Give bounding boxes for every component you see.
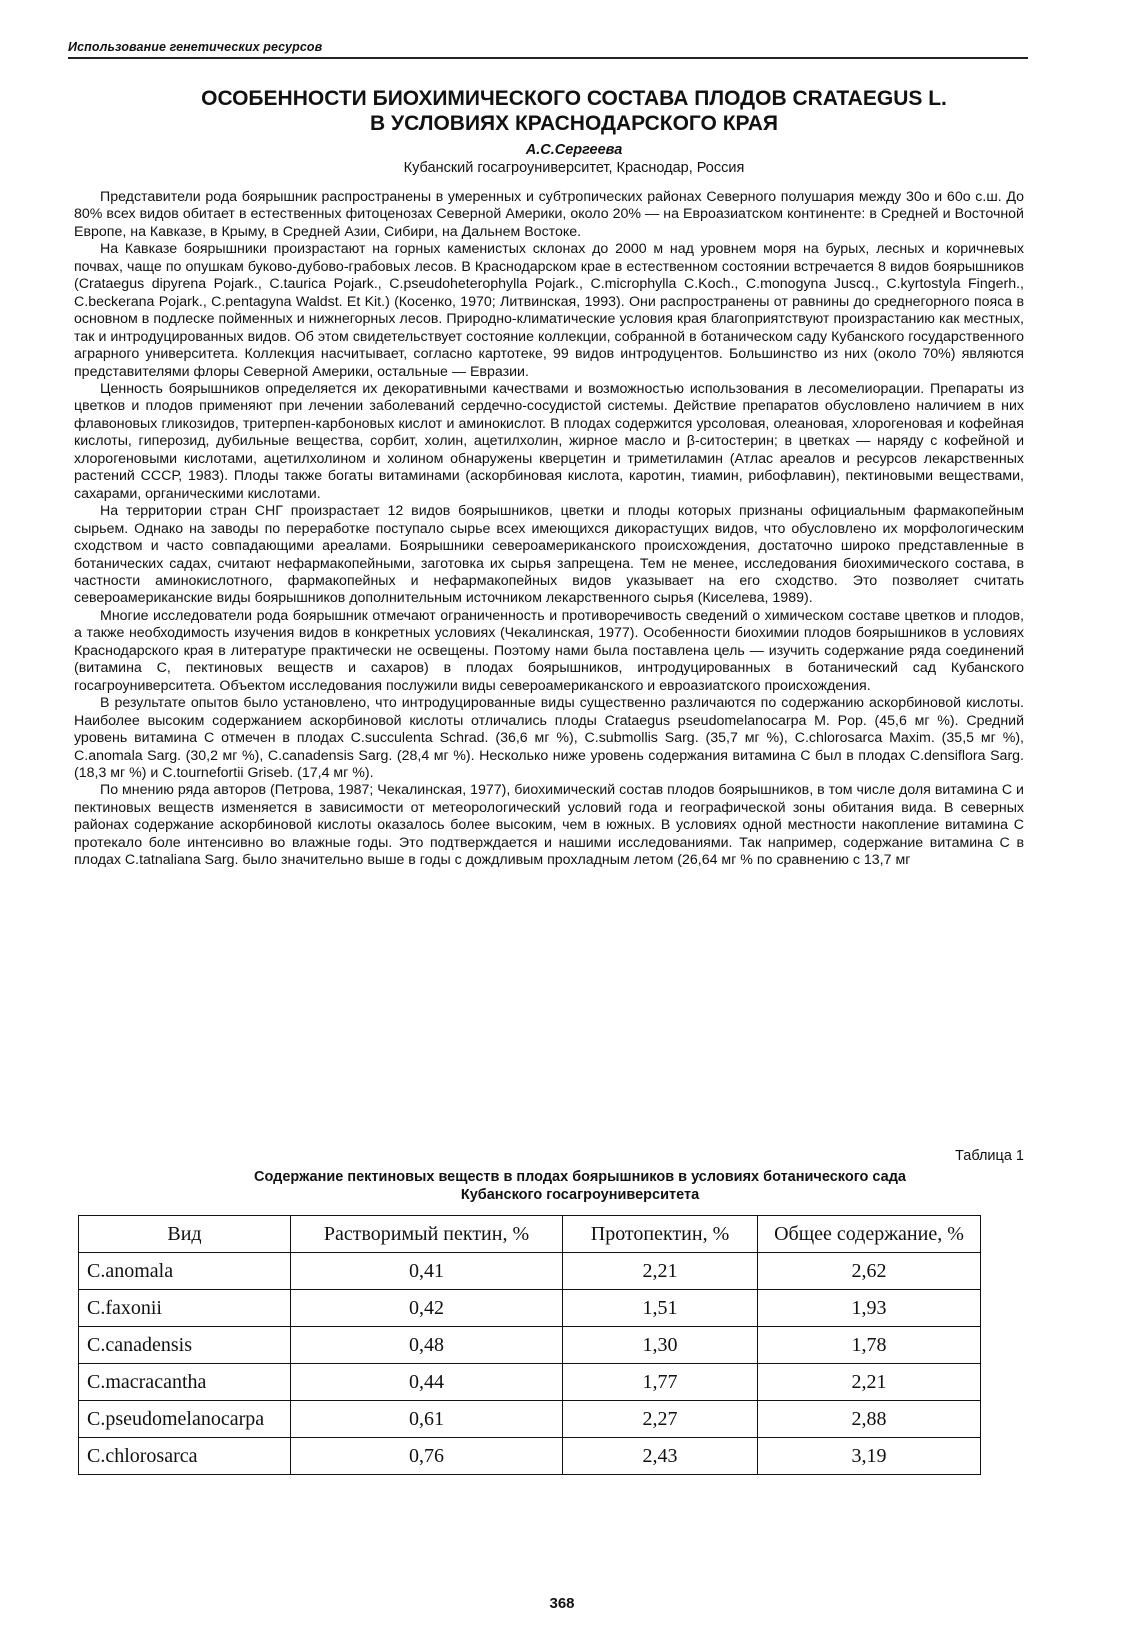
column-header-protopectin: Протопектин, %	[563, 1216, 758, 1253]
cell-protopectin: 2,21	[563, 1253, 758, 1290]
cell-species: C.anomala	[79, 1253, 291, 1290]
cell-protopectin: 1,77	[563, 1364, 758, 1401]
article-title-line-1: ОСОБЕННОСТИ БИОХИМИЧЕСКОГО СОСТАВА ПЛОДОВ CRATAEGUS L.	[201, 87, 947, 110]
cell-species: C.macracantha	[79, 1364, 291, 1401]
paragraph: На территории стран СНГ произрастает 12 видов боярышников, цветки и плоды которых признаны официальным фармакопейным сырьем. Однако на заводы по переработке поступало сырье всех имеющихся дикорастущих видов, что обусловлено их морфологическим сходством и часто совпадающими ареалами. Боярышники североамериканского происхождения, достаточно широко представленные в ботанических садах, считают нефармакопейными, заготовка их сырья запрещена. Тем не менее, исследования биохимического состава, в частности аминокислотного, фармакопейных и нефармакопейных видов указывает на его сходство. Это позволяет считать североамериканские виды боярышников дополнительным источником лекарственного сырья (Киселева, 1989).	[74, 503, 1024, 607]
header-rule	[68, 57, 1028, 59]
cell-total: 3,19	[758, 1438, 981, 1475]
cell-species: C.faxonii	[79, 1290, 291, 1327]
cell-species: C.pseudomelanocarpa	[79, 1401, 291, 1438]
cell-species: C.chlorosarca	[79, 1438, 291, 1475]
cell-total: 2,88	[758, 1401, 981, 1438]
cell-total: 1,78	[758, 1327, 981, 1364]
cell-total: 2,21	[758, 1364, 981, 1401]
table-header-row	[79, 1216, 981, 1253]
table-number: Таблица 1	[955, 1148, 1024, 1164]
table-row	[79, 1438, 981, 1475]
paragraph: В результате опытов было установлено, что интродуцированные виды существенно различаются по содержанию аскорбиновой кислоты. Наиболее высоким содержанием аскорбиновой кислоты отличались плоды Crataegus pseudomelanocarpa M. Pop. (45,6 мг %). Средний уровень витамина С отмечен в плодах C.succulenta Schrad. (36,6 мг %), C.submollis Sarg. (35,7 мг %), C.chlorosarca Maxim. (35,5 мг %), C.anomala Sarg. (30,2 мг %), C.canadensis Sarg. (28,4 мг %). Несколько ниже уровень содержания витамина С был в плодах C.densiflora Sarg. (18,3 мг %) и C.tournefortii Griseb. (17,4 мг %).	[74, 695, 1024, 781]
table-caption-line-1: Содержание пектиновых веществ в плодах боярышников в условиях ботанического сада	[254, 1169, 906, 1185]
article-title-line-2: В УСЛОВИЯХ КРАСНОДАРСКОГО КРАЯ	[370, 112, 778, 135]
cell-soluble-pectin: 0,44	[291, 1364, 563, 1401]
table-row	[79, 1253, 981, 1290]
paragraph: Многие исследователи рода боярышник отмечают ограниченность и противоречивость сведений о химическом составе цветков и плодов, а также необходимость изучения видов в конкретных условиях (Чекалинская, 1977). Особенности биохимии плодов боярышников в условиях Краснодарского края в литературе практически не освещены. Поэтому нами была поставлена цель — изучить содержание ряда соединений (витамина С, пектиновых веществ и сахаров) в плодах боярышников, интродуцированных в ботанический сад Кубанского госагроуниверситета. Объектом исследования послужили виды североамериканского и евроазиатского происхождения.	[74, 607, 1024, 694]
paragraph: На Кавказе боярышники произрастают на горных каменистых склонах до 2000 м над уровнем моря на бурых, лесных и коричневых почвах, чаще по опушкам буково-дубово-грабовых лесов. В Краснодарском крае в естественном состоянии встречается 8 видов боярышников (Crataegus dipyrena Pojark., C.taurica Pojark., C.pseudoheterophylla Pojark., C.microphylla C.Koch., C.monogyna Juscq., C.kyrtostyla Fingerh., C.beckerana Pojark., C.pentagyna Waldst. Et Kit.) (Косенко, 1970; Литвинская, 1993). Они распространены от равнины до среднегорного пояса в основном в подлеске пойменных и нижнегорных лесов. Природно-климатические условия края благоприятствуют произрастанию как местных, так и интродуцированных видов. Об этом свидетельствует состояние коллекции, собранной в ботаническом саду Кубанского государственного аграрного университета. Коллекция насчитывает, согласно картотеке, 99 видов интродуцентов. Большинство из них (около 70%) являются представителями флоры Северной Америки, остальные — Евразии.	[74, 241, 1024, 380]
table-row	[79, 1364, 981, 1401]
cell-soluble-pectin: 0,61	[291, 1401, 563, 1438]
running-head: Использование генетических ресурсов	[68, 40, 323, 54]
cell-soluble-pectin: 0,42	[291, 1290, 563, 1327]
article-author: А.С.Сергеева	[525, 142, 623, 158]
table-row	[79, 1327, 981, 1364]
cell-soluble-pectin: 0,76	[291, 1438, 563, 1475]
cell-protopectin: 1,51	[563, 1290, 758, 1327]
cell-protopectin: 2,43	[563, 1438, 758, 1475]
pectin-table	[78, 1215, 981, 1475]
table-caption	[74, 1168, 1086, 1204]
paragraph: Представители рода боярышник распространены в умеренных и субтропических районах Северного полушария между 30о и 60о с.ш. До 80% всех видов обитает в естественных фитоценозах Северной Америки, около 20% — на Евроазиатском континенте: в Средней и Восточной Европе, на Кавказе, в Крыму, в Средней Азии, Сибири, на Дальнем Востоке.	[74, 189, 1024, 240]
table-row	[79, 1401, 981, 1438]
table-caption-line-2: Кубанского госагроуниверситета	[460, 1187, 700, 1203]
cell-species: C.canadensis	[79, 1327, 291, 1364]
cell-soluble-pectin: 0,41	[291, 1253, 563, 1290]
paragraph: Ценность боярышников определяется их декоративными качествами и возможностью использования в лесомелиорации. Препараты из цветков и плодов применяют при лечении заболеваний сердечно-сосудистой системы. Действие препаратов обусловлено наличием в них флавоновых гликозидов, тритерпен-карбоновых кислот и аминокислот. В плодах содержится урсоловая, олеановая, хлорогеновая и кофейная кислоты, гиперозид, дубильные вещества, сорбит, холин, ацетилхолин, жирное масло и β-ситостерин; в цветках — наряду с кофейной и хлорогеновыми кислотами, ацетилхолином и холином обнаружены кверцетин и триметиламин (Атлас ареалов и ресурсов лекарственных растений СССР, 1983). Плоды также богаты витаминами (аскорбиновая кислота, каротин, тиамин, рибофлавин), пектиновыми веществами, сахарами, органическими кислотами.	[74, 380, 1024, 502]
cell-total: 2,62	[758, 1253, 981, 1290]
cell-soluble-pectin: 0,48	[291, 1327, 563, 1364]
page-number: 368	[549, 1595, 575, 1612]
article-affiliation: Кубанский госагроуниверситет, Краснодар, Россия	[403, 160, 745, 176]
paragraph: По мнению ряда авторов (Петрова, 1987; Чекалинская, 1977), биохимический состав плодов боярышников, в том числе доля витамина С и пектиновых веществ изменяется в зависимости от метеорологический условий года и географической зоны обитания вида. В северных районах содержание аскорбиновой кислоты оказалось более высоким, чем в южных. В условиях одной местности накопление витамина С протекало боле интенсивно во влажные годы. Это подтверждается и нашими исследованиями. Так например, содержание витамина С в плодах C.tatnaliana Sarg. было значительно выше в годы с дождливым прохладным летом (26,64 мг % по сравнению с 13,7 мг	[74, 782, 1024, 869]
table-row	[79, 1290, 981, 1327]
cell-protopectin: 1,30	[563, 1327, 758, 1364]
column-header-soluble-pectin: Растворимый пектин, %	[291, 1216, 563, 1253]
cell-protopectin: 2,27	[563, 1401, 758, 1438]
article-body	[74, 189, 1024, 870]
cell-total: 1,93	[758, 1290, 981, 1327]
column-header-species: Вид	[79, 1216, 291, 1253]
column-header-total: Общее содержание, %	[758, 1216, 981, 1253]
